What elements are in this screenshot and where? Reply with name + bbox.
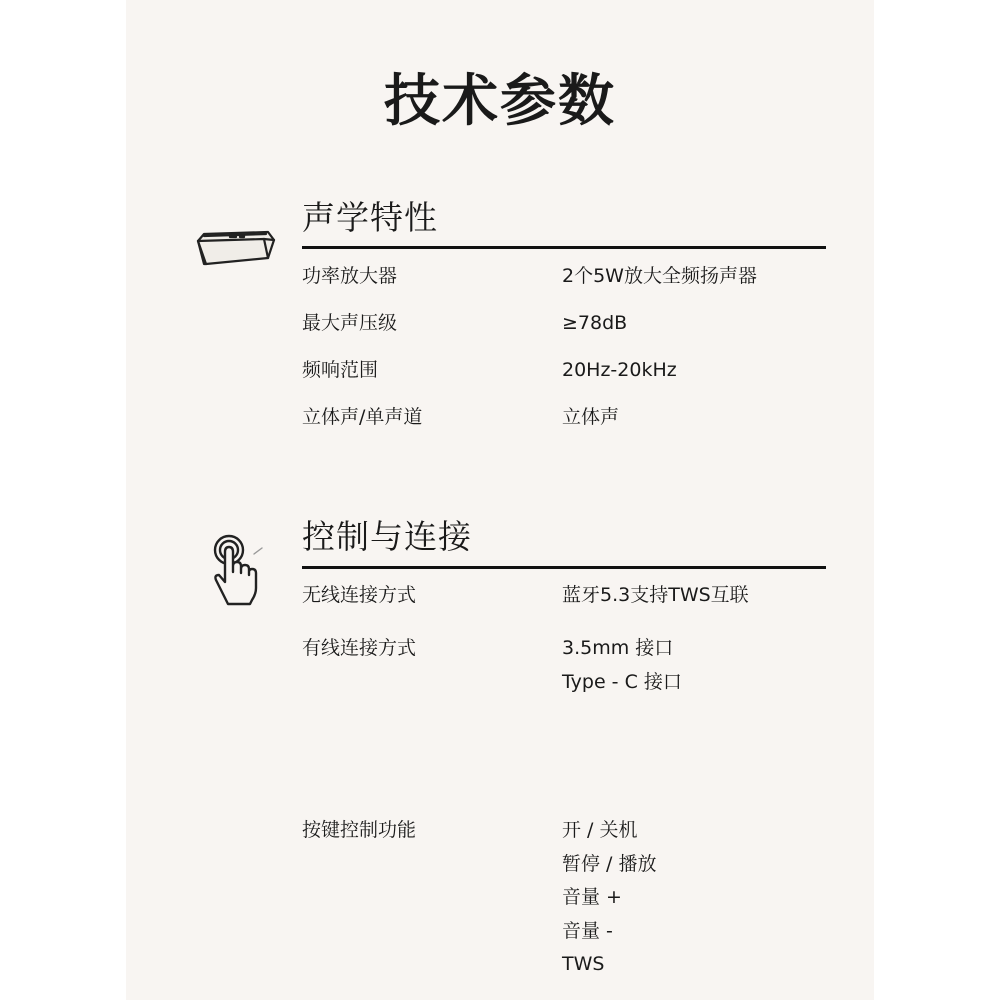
- spec-value: 音量 -: [562, 919, 613, 942]
- spec-label: 立体声/单声道: [302, 406, 423, 428]
- spec-value: ≥78dB: [562, 312, 628, 334]
- spec-value-group: [562, 582, 749, 616]
- page-title: 技术参数: [384, 69, 616, 134]
- section-divider: [302, 246, 826, 249]
- spec-label: 功率放大器: [302, 265, 398, 287]
- spec-value: 立体声: [562, 406, 620, 428]
- spec-label: 有线连接方式: [302, 637, 417, 659]
- speaker-icon: [194, 228, 276, 268]
- spec-value-group: [562, 817, 656, 985]
- spec-label: 无线连接方式: [302, 584, 417, 606]
- spec-value: 暂停 / 播放: [562, 852, 657, 875]
- spec-label: 最大声压级: [302, 312, 398, 334]
- spec-panel: [126, 0, 874, 1000]
- section-title-control: 控制与连接: [302, 517, 472, 556]
- spec-value: Type - C 接口: [562, 670, 682, 693]
- spec-value: 20Hz-20kHz: [562, 359, 677, 381]
- spec-value: TWS: [562, 953, 605, 975]
- spec-value: 2个5W放大全频扬声器: [562, 265, 757, 287]
- spec-value: 音量 +: [562, 886, 622, 908]
- section-title-acoustics: 声学特性: [302, 198, 438, 237]
- spec-label: 按键控制功能: [302, 819, 417, 841]
- spec-value: 蓝牙5.3支持TWS互联: [562, 584, 749, 606]
- spec-value: 3.5mm 接口: [562, 637, 674, 659]
- spec-label: 频响范围: [302, 359, 379, 381]
- section-divider: [302, 566, 826, 569]
- touch-hand-icon: [206, 528, 266, 608]
- spec-value: 开 / 关机: [562, 819, 638, 841]
- spec-value-group: [562, 635, 682, 702]
